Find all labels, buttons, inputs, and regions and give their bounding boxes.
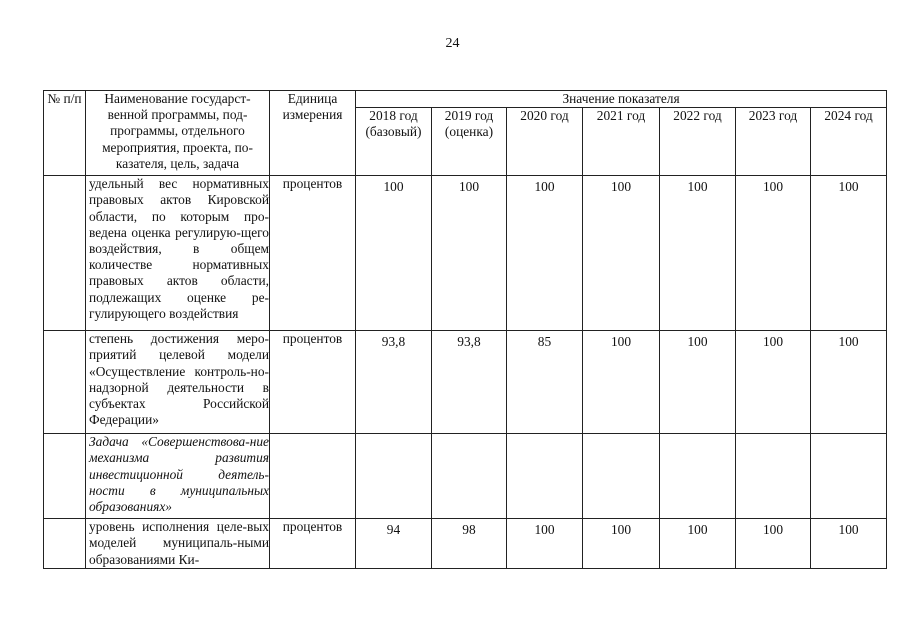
header-year-2023: 2023 год	[736, 108, 811, 176]
value-cell: 100	[660, 176, 736, 331]
header-num: № п/п	[44, 91, 86, 176]
table-row	[44, 331, 887, 434]
header-unit: Единица измерения	[270, 91, 356, 176]
table-row	[44, 434, 887, 519]
header-year-2020: 2020 год	[507, 108, 583, 176]
indicator-unit: процентов	[270, 176, 356, 331]
row-num	[44, 331, 86, 434]
value-cell: 94	[356, 519, 432, 569]
indicator-unit: процентов	[270, 331, 356, 434]
header-name: Наименование государст-венной программы, под-программы, отдельного мероприятия, проекта, по-казателя, цель, задача	[86, 91, 270, 176]
header-year-2019: 2019 год (оценка)	[432, 108, 507, 176]
value-cell	[583, 434, 660, 519]
header-year-2024: 2024 год	[811, 108, 887, 176]
header-year-2021: 2021 год	[583, 108, 660, 176]
value-cell: 100	[736, 331, 811, 434]
task-name: Задача «Совершенствова-ние механизма развития инвестиционной деятель-ности в муниципальных образованиях»	[86, 434, 270, 519]
value-cell: 100	[660, 331, 736, 434]
value-cell: 100	[583, 176, 660, 331]
value-cell	[811, 434, 887, 519]
value-cell: 100	[583, 519, 660, 569]
table-row	[44, 519, 887, 569]
value-cell	[736, 434, 811, 519]
indicator-table	[43, 90, 887, 569]
indicator-name: удельный вес нормативных правовых актов Кировской области, по которым про-ведена оценка регулирую-щего воздействия, в общем количестве нормативных правовых актов области, подлежащих оценке ре-гулирующего воздействия	[86, 176, 270, 331]
row-num	[44, 519, 86, 569]
value-cell: 100	[356, 176, 432, 331]
value-cell	[507, 434, 583, 519]
value-cell	[432, 434, 507, 519]
value-cell: 100	[811, 331, 887, 434]
value-cell: 98	[432, 519, 507, 569]
indicator-name: степень достижения меро-приятий целевой модели «Осуществление контроль-но-надзорной деятельности в субъектах Российской Федерации»	[86, 331, 270, 434]
value-cell: 100	[811, 519, 887, 569]
table-row	[44, 176, 887, 331]
header-value-group: Значение показателя	[356, 91, 887, 108]
value-cell: 100	[811, 176, 887, 331]
page-number: 24	[445, 36, 460, 51]
value-cell	[660, 434, 736, 519]
header-year-2022: 2022 год	[660, 108, 736, 176]
value-cell: 93,8	[356, 331, 432, 434]
value-cell: 93,8	[432, 331, 507, 434]
value-cell: 100	[507, 519, 583, 569]
value-cell: 85	[507, 331, 583, 434]
value-cell	[356, 434, 432, 519]
value-cell: 100	[507, 176, 583, 331]
indicator-name: уровень исполнения целе-вых моделей муниципаль-ными образованиями Ки-	[86, 519, 270, 569]
indicator-unit	[270, 434, 356, 519]
indicator-unit: процентов	[270, 519, 356, 569]
value-cell: 100	[736, 519, 811, 569]
row-num	[44, 434, 86, 519]
value-cell: 100	[583, 331, 660, 434]
value-cell: 100	[660, 519, 736, 569]
value-cell: 100	[736, 176, 811, 331]
value-cell: 100	[432, 176, 507, 331]
row-num	[44, 176, 86, 331]
header-year-2018: 2018 год (базовый)	[356, 108, 432, 176]
